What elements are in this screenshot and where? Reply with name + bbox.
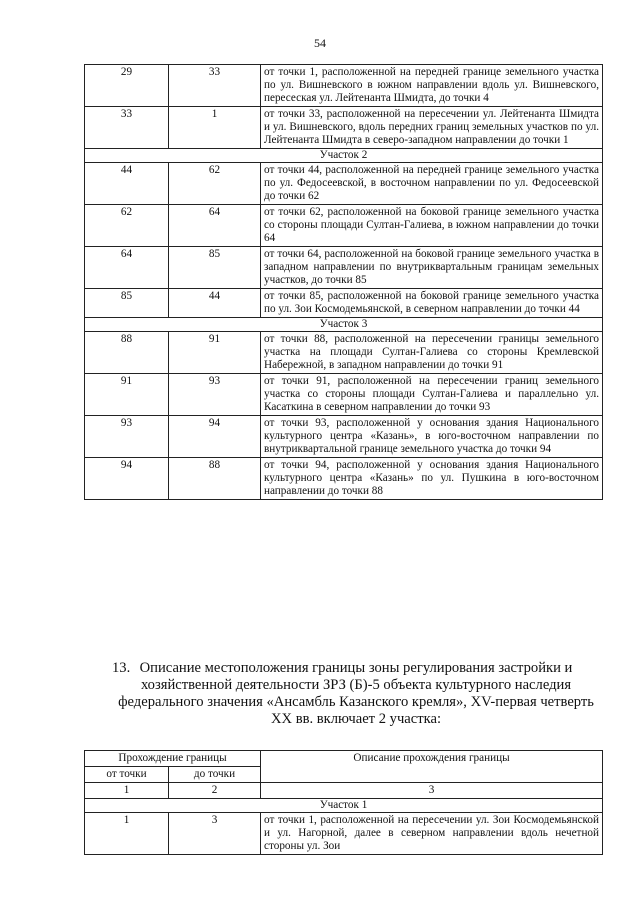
section-label: Участок 2 — [85, 149, 603, 163]
section-number: 13. — [112, 660, 131, 676]
from-point: 33 — [85, 107, 169, 149]
table-header-row — [85, 751, 603, 767]
section-heading — [112, 660, 600, 728]
to-point: 85 — [169, 247, 261, 289]
table-row — [85, 813, 603, 855]
page-number: 54 — [314, 36, 326, 50]
to-point: 88 — [169, 458, 261, 500]
to-point: 93 — [169, 374, 261, 416]
boundary-table-top — [84, 64, 603, 500]
boundary-description: от точки 91, расположенной на пересечении границ земельного участка со стороны площади Султан-Галиева и параллельно ул. Касаткина в северном направлении до точки 93 — [261, 374, 603, 416]
boundary-description: от точки 44, расположенной на передней границе земельного участка по ул. Федосеевской, в восточном направлении по ул. Федосеевской до точки 62 — [261, 163, 603, 205]
header-boundary: Прохождение границы — [85, 751, 261, 767]
boundary-description: от точки 64, расположенной на боковой границе земельного участка в западном направлении по внутриквартальным границам земельных участков, до точки 85 — [261, 247, 603, 289]
section-row — [85, 149, 603, 163]
table-row — [85, 374, 603, 416]
section-label: Участок 3 — [85, 318, 603, 332]
boundary-description: от точки 1, расположенной на передней границе земельного участка по ул. Вишневского в южном направлении вдоль ул. Вишневского, пересеская ул. Лейтенанта Шмидта, до точки 4 — [261, 65, 603, 107]
column-number: 3 — [261, 783, 603, 799]
table-row — [85, 332, 603, 374]
table-row — [85, 205, 603, 247]
section-label: Участок 1 — [85, 799, 603, 813]
boundary-table-bottom — [84, 750, 603, 855]
table-row — [85, 107, 603, 149]
table-row — [85, 289, 603, 318]
section-row — [85, 318, 603, 332]
to-point: 64 — [169, 205, 261, 247]
to-point: 91 — [169, 332, 261, 374]
column-number: 2 — [169, 783, 261, 799]
section-heading-line: хозяйственной деятельности ЗРЗ (Б)-5 объекта культурного наследия — [140, 677, 572, 693]
to-point: 3 — [169, 813, 261, 855]
column-number: 1 — [85, 783, 169, 799]
table-row — [85, 416, 603, 458]
from-point: 44 — [85, 163, 169, 205]
header-to: до точки — [169, 767, 261, 783]
table-row — [85, 65, 603, 107]
to-point: 33 — [169, 65, 261, 107]
table-row — [85, 163, 603, 205]
from-point: 62 — [85, 205, 169, 247]
boundary-description: от точки 85, расположенной на боковой границе земельного участка по ул. Зои Космодемьянской, в северном направлении до точки 44 — [261, 289, 603, 318]
to-point: 1 — [169, 107, 261, 149]
to-point: 94 — [169, 416, 261, 458]
boundary-description: от точки 62, расположенной на боковой границе земельного участка со стороны площади Султан-Галиева, в южном направлении до точки 64 — [261, 205, 603, 247]
section-heading-line: Описание местоположения границы зоны регулирования застройки и — [139, 660, 573, 676]
table-row — [85, 458, 603, 500]
from-point: 93 — [85, 416, 169, 458]
boundary-description: от точки 93, расположенной у основания здания Национального культурного центра «Казань», в юго-восточном направлении по внутриквартальной границе земельного участка до точки 94 — [261, 416, 603, 458]
from-point: 91 — [85, 374, 169, 416]
to-point: 62 — [169, 163, 261, 205]
header-description: Описание прохождения границы — [261, 751, 603, 783]
header-from: от точки — [85, 767, 169, 783]
from-point: 85 — [85, 289, 169, 318]
boundary-description: от точки 94, расположенной у основания здания Национального культурного центра «Казань» по ул. Пушкина в юго-восточном направлении до точки 88 — [261, 458, 603, 500]
to-point: 44 — [169, 289, 261, 318]
from-point: 29 — [85, 65, 169, 107]
boundary-description: от точки 88, расположенной на пересечении границы земельного участка на площади Султан-Галиева со стороны Кремлевской Набережной, в западном направлении до точки 91 — [261, 332, 603, 374]
column-number-row — [85, 783, 603, 799]
from-point: 64 — [85, 247, 169, 289]
boundary-description: от точки 33, расположенной на пересечении ул. Лейтенанта Шмидта и ул. Вишневского, вдоль передних границ земельных участков по ул. Лейтенанта Шмидта в северо-западном направлении до точки 1 — [261, 107, 603, 149]
boundary-description: от точки 1, расположенной на пересечении ул. Зои Космодемьянской и ул. Нагорной, далее в северном направлении вдоль нечетной стороны ул. Зои — [261, 813, 603, 855]
section-heading-line: федерального значения «Ансамбль Казанского кремля», XV-первая четверть — [118, 694, 594, 710]
from-point: 94 — [85, 458, 169, 500]
from-point: 1 — [85, 813, 169, 855]
from-point: 88 — [85, 332, 169, 374]
table-row — [85, 247, 603, 289]
section-heading-line: XX вв. включает 2 участка: — [270, 711, 442, 727]
section-row — [85, 799, 603, 813]
